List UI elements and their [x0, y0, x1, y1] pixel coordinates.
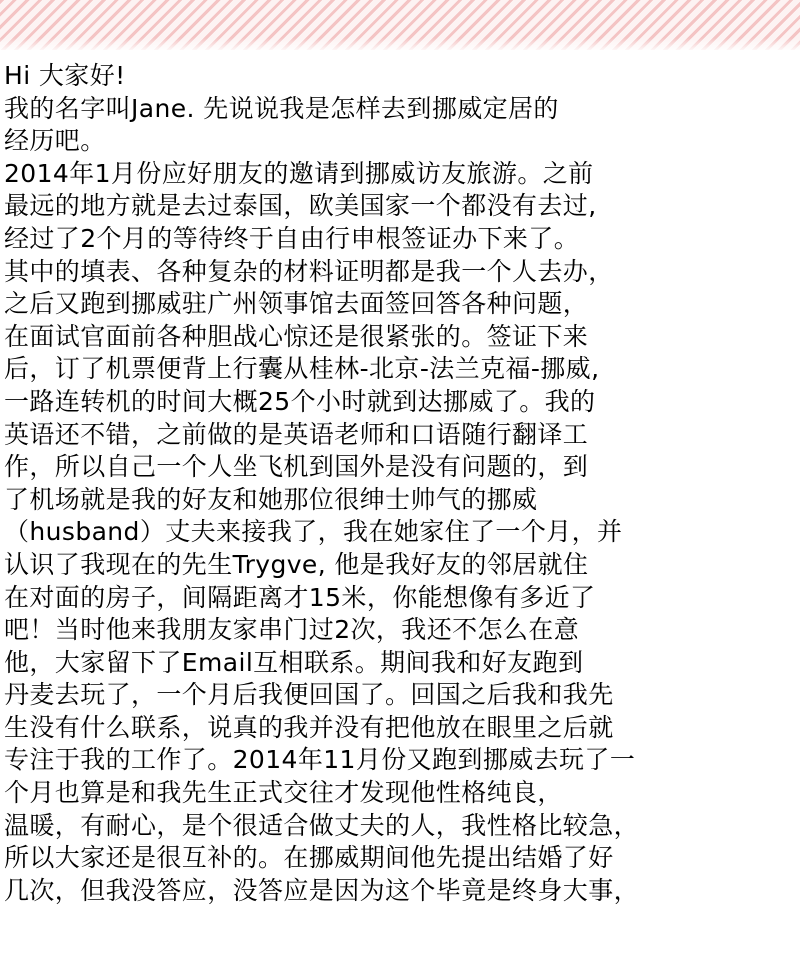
article-line: 生没有什么联系，说真的我并没有把他放在眼里之后就: [4, 712, 614, 742]
article-line: （husband）丈夫来接我了，我在她家住了一个月，并: [4, 517, 623, 547]
article-line: 在面试官面前各种胆战心惊还是很紧张的。签证下来: [4, 321, 589, 351]
article-line: 之后又跑到挪威驻广州领事馆去面签回答各种问题，: [4, 289, 589, 319]
article-line: 所以大家还是很互补的。在挪威期间他先提出结婚了好: [4, 843, 614, 873]
article-line: Hi 大家好!: [4, 61, 126, 90]
article-line: 个月也算是和我先生正式交往才发现他性格纯良，: [4, 778, 563, 808]
article-line: 经历吧。: [4, 126, 106, 156]
article-line: 在对面的房子，间隔距离才15米，你能想像有多近了: [4, 582, 596, 612]
article-line: 吧！当时他来我朋友家串门过2次，我还不怎么在意: [4, 615, 580, 645]
article-line: 认识了我现在的先生Trygve, 他是我好友的邻居就住: [4, 549, 589, 579]
header-fade: [0, 38, 800, 52]
article-line: 其中的填表、各种复杂的材料证明都是我一个人去办，: [4, 256, 614, 286]
article-line: 2014年1月份应好朋友的邀请到挪威访友旅游。之前: [4, 158, 594, 188]
article-line: 后，订了机票便背上行囊从桂林-北京-法兰克福-挪威,: [4, 354, 600, 384]
article-body: [4, 60, 794, 907]
article-line: 英语还不错，之前做的是英语老师和口语随行翻译工: [4, 419, 589, 449]
article-line: 经过了2个月的等待终于自由行申根签证办下来了。: [4, 223, 580, 253]
article-line: 我的名字叫Jane. 先说说我是怎样去到挪威定居的: [4, 93, 559, 123]
article-line: 一路连转机的时间大概25个小时就到达挪威了。我的: [4, 386, 596, 416]
article-line: 了机场就是我的好友和她那位很绅士帅气的挪威: [4, 484, 538, 514]
article-line: 他，大家留下了Email互相联系。期间我和好友跑到: [4, 647, 584, 677]
article-line: 几次，但我没答应，没答应是因为这个毕竟是终身大事，: [4, 875, 640, 905]
article-line: 作，所以自己一个人坐飞机到国外是没有问题的，到: [4, 452, 589, 482]
article-line: 丹麦去玩了，一个月后我便回国了。回国之后我和我先: [4, 680, 614, 710]
article-line: 温暖，有耐心，是个很适合做丈夫的人，我性格比较急，: [4, 810, 640, 840]
article-line: 专注于我的工作了。2014年11月份又跑到挪威去玩了一: [4, 745, 636, 775]
article-line: 最远的地方就是去过泰国，欧美国家一个都没有去过,: [4, 191, 597, 221]
